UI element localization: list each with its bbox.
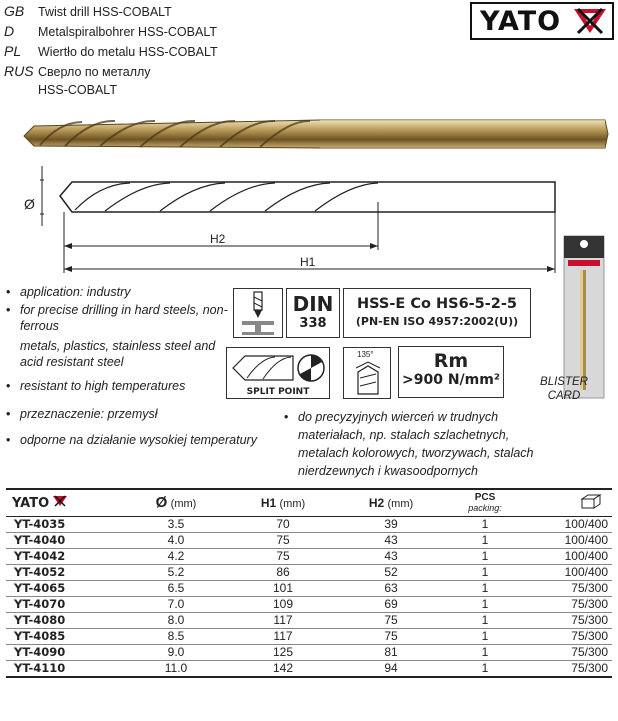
bullet-item — [6, 284, 228, 300]
din-title: DIN — [292, 292, 334, 316]
table-row — [6, 612, 612, 628]
product-code-cell: YT-4110 — [6, 660, 124, 677]
lang-text: Сверло по металлу — [38, 65, 151, 79]
bullet-dot: • — [6, 285, 11, 299]
table-row — [6, 644, 612, 660]
h1-cell: 117 — [228, 628, 338, 644]
lang-text: Metalspiralbohrer HSS-COBALT — [38, 25, 217, 39]
pcs-header-text: PCS — [474, 491, 496, 503]
box-header — [526, 489, 612, 516]
product-table — [6, 488, 612, 678]
h2-cell: 43 — [338, 532, 444, 548]
h2-cell: 81 — [338, 644, 444, 660]
rm-value: >900 N/mm² — [402, 372, 500, 388]
hss-grade: HSS-E Co HS6-5-2-5 — [357, 296, 517, 312]
table-row — [6, 628, 612, 644]
diameter-cell: 4.0 — [124, 532, 228, 548]
bullet-dot: • — [6, 303, 11, 317]
drill-technical-drawing — [20, 158, 565, 278]
lang-row-pl — [4, 43, 218, 61]
material-icon-box — [233, 288, 283, 338]
blister-card-label: BLISTER CARD — [540, 376, 588, 402]
lang-code: D — [4, 23, 15, 39]
h1-cell: 117 — [228, 612, 338, 628]
pcs-cell: 1 — [444, 564, 526, 580]
bullet-item — [6, 302, 228, 334]
h2-header — [338, 489, 444, 516]
pcs-cell: 1 — [444, 548, 526, 564]
diameter-cell: 4.2 — [124, 548, 228, 564]
h2-header-text: H2 — [368, 495, 385, 510]
h1-cell: 75 — [228, 532, 338, 548]
hss-standard: (PN-EN ISO 4957:2002(U)) — [355, 315, 519, 328]
lang-row-gb — [4, 3, 172, 21]
angle-badge — [343, 347, 391, 399]
bullet-text: odporne na działanie wysokiej temperatury — [20, 433, 257, 447]
bullet-text: resistant to high temperatures — [20, 379, 186, 393]
h2-cell: 75 — [338, 612, 444, 628]
table-row — [6, 580, 612, 596]
product-code-cell: YT-4080 — [6, 612, 124, 628]
din-number: 338 — [299, 316, 327, 331]
packing-cell: 100/400 — [526, 516, 612, 532]
hss-badge — [343, 288, 531, 338]
h2-cell: 43 — [338, 548, 444, 564]
h2-cell: 94 — [338, 660, 444, 677]
product-code-cell: YT-4052 — [6, 564, 124, 580]
bullet-item — [6, 432, 286, 448]
product-code-cell: YT-4070 — [6, 596, 124, 612]
packing-cell: 100/400 — [526, 548, 612, 564]
split-point-icon — [227, 348, 327, 386]
diameter-label: Ø — [24, 196, 35, 212]
diameter-header — [124, 489, 228, 516]
packing-header-text: packing: — [468, 502, 502, 513]
bullet-item — [6, 406, 228, 422]
lang-code: GB — [4, 3, 25, 19]
h1-cell: 101 — [228, 580, 338, 596]
h1-cell: 142 — [228, 660, 338, 677]
diameter-unit: (mm) — [170, 498, 197, 511]
diameter-cell: 8.0 — [124, 612, 228, 628]
pcs-cell: 1 — [444, 516, 526, 532]
table-row — [6, 660, 612, 677]
logo-mark-icon — [572, 7, 608, 35]
h2-cell: 52 — [338, 564, 444, 580]
h1-cell: 70 — [228, 516, 338, 532]
pcs-cell: 1 — [444, 532, 526, 548]
bullet-text: for precise drilling in hard steels, non-ferrous — [20, 303, 228, 333]
bullet-dot: • — [6, 433, 11, 447]
bullet-continuation — [6, 338, 228, 370]
lang-text: Twist drill HSS-COBALT — [38, 5, 172, 19]
brand-logo — [470, 2, 614, 40]
lang-text: Wiertło do metalu HSS-COBALT — [38, 45, 218, 59]
brand-header-text: YATO — [12, 495, 50, 511]
h2-unit: (mm) — [387, 497, 414, 510]
diameter-cell: 11.0 — [124, 660, 228, 677]
packing-cell: 75/300 — [526, 596, 612, 612]
bullet-dot: • — [284, 410, 289, 424]
angle-label: 135° — [357, 350, 374, 359]
product-code-cell: YT-4065 — [6, 580, 124, 596]
packing-cell: 75/300 — [526, 644, 612, 660]
product-code-cell: YT-4085 — [6, 628, 124, 644]
h1-header-text: H1 — [260, 495, 277, 510]
table-row — [6, 516, 612, 532]
lang-code: PL — [4, 43, 22, 59]
table-row — [6, 596, 612, 612]
diameter-cell: 9.0 — [124, 644, 228, 660]
split-point-label: SPLIT POINT — [246, 387, 310, 397]
diameter-cell: 7.0 — [124, 596, 228, 612]
h1-cell: 109 — [228, 596, 338, 612]
h1-cell: 75 — [228, 548, 338, 564]
h1-header — [228, 489, 338, 516]
logo-text: YATO — [480, 6, 562, 37]
h2-cell: 69 — [338, 596, 444, 612]
product-code-cell: YT-4035 — [6, 516, 124, 532]
lang-row-d — [4, 23, 217, 41]
bullet-dot: • — [6, 379, 11, 393]
diameter-symbol: Ø — [155, 494, 168, 512]
h1-unit: (mm) — [279, 497, 306, 510]
lang-row-rus — [4, 63, 151, 81]
drill-tip-icon — [348, 358, 388, 398]
pcs-cell: 1 — [444, 644, 526, 660]
bullet-text: przeznaczenie: przemysł — [20, 407, 158, 421]
bullet-text: do precyzyjnych wierceń w trudnych materiałach, np. stalach szlachetnych, metalach kolorowych, tworzywach, stalach nierdzewnych i kwasoodpornych — [298, 410, 534, 478]
bullet-item — [6, 378, 228, 394]
split-point-badge — [226, 347, 330, 399]
brand-header — [6, 489, 124, 516]
drill-steel-icon — [234, 289, 282, 337]
table-row — [6, 548, 612, 564]
lang-row-rus-2 — [4, 81, 117, 99]
table-row — [6, 564, 612, 580]
rm-title: Rm — [433, 350, 469, 372]
din-badge — [286, 288, 340, 338]
diameter-cell: 5.2 — [124, 564, 228, 580]
h2-cell: 39 — [338, 516, 444, 532]
bullet-item — [284, 408, 534, 480]
lang-text: HSS-COBALT — [38, 83, 117, 97]
pcs-cell: 1 — [444, 628, 526, 644]
h2-cell: 75 — [338, 628, 444, 644]
table-header-row — [6, 489, 612, 516]
pcs-cell: 1 — [444, 660, 526, 677]
packing-cell: 100/400 — [526, 564, 612, 580]
bullet-text: metals, plastics, stainless steel and acid resistant steel — [20, 339, 216, 369]
product-code-cell: YT-4042 — [6, 548, 124, 564]
pcs-cell: 1 — [444, 596, 526, 612]
product-code-cell: YT-4040 — [6, 532, 124, 548]
packing-cell: 75/300 — [526, 580, 612, 596]
bullet-text: application: industry — [20, 285, 131, 299]
h1-cell: 125 — [228, 644, 338, 660]
h2-label: H2 — [210, 232, 226, 246]
box-icon — [580, 493, 602, 509]
bullet-dot: • — [6, 407, 11, 421]
pcs-cell: 1 — [444, 612, 526, 628]
pcs-header — [444, 489, 526, 516]
h1-label: H1 — [300, 255, 316, 269]
table-row — [6, 532, 612, 548]
packing-cell: 75/300 — [526, 612, 612, 628]
tensile-strength-badge — [398, 346, 504, 398]
product-code-cell: YT-4090 — [6, 644, 124, 660]
pcs-cell: 1 — [444, 580, 526, 596]
lang-code: RUS — [4, 63, 34, 79]
diameter-cell: 8.5 — [124, 628, 228, 644]
h1-cell: 86 — [228, 564, 338, 580]
diameter-cell: 6.5 — [124, 580, 228, 596]
packing-cell: 75/300 — [526, 628, 612, 644]
brand-mark-icon — [52, 495, 68, 507]
packing-cell: 75/300 — [526, 660, 612, 677]
h2-cell: 63 — [338, 580, 444, 596]
packing-cell: 100/400 — [526, 532, 612, 548]
diameter-cell: 3.5 — [124, 516, 228, 532]
